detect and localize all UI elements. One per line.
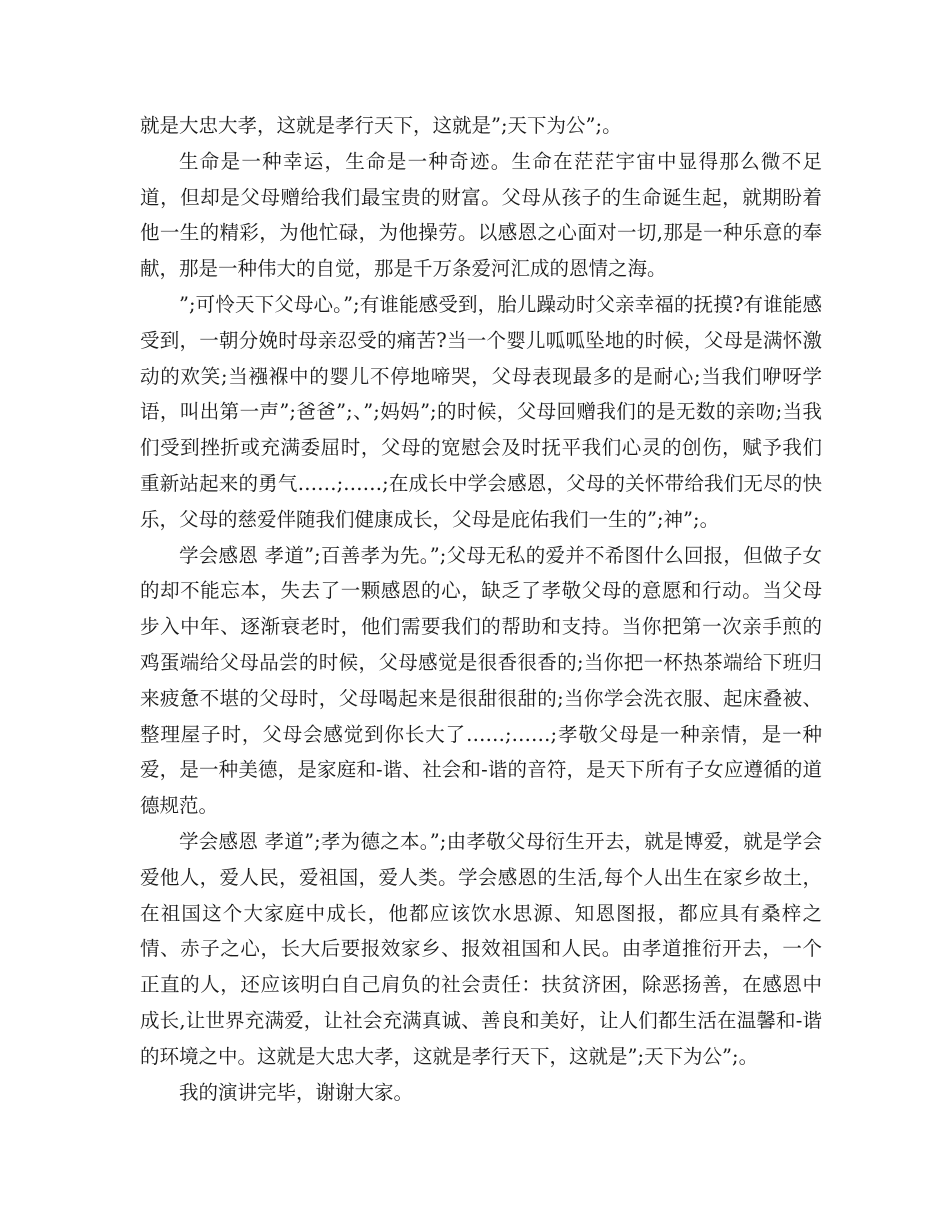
- document-page: [140, 108, 822, 1110]
- paragraph-continuation: 就是大忠大孝，这就是孝行天下，这就是”;天下为公”;。: [140, 114, 622, 137]
- paragraph-closing: 我的演讲完毕，谢谢大家。: [179, 1080, 414, 1104]
- paragraph-life-miracle: 生命是一种幸运，生命是一种奇迹。生命在茫茫宇宙中显得那么微不足道，但却是父母赠给我们最宝贵的财富。父母从孩子的生命诞生起，就期盼着他一生的精彩，为他忙碌，为他操劳。以感恩之心面对一切,那是一种乐意的奉献，那是一种伟大的自觉，那是千万条爱河汇成的恩情之海。: [140, 149, 822, 281]
- paragraph-filial-piety-virtue: 学会感恩 孝道”;孝为德之本。”;由孝敬父母衍生开去，就是博爱，就是学会爱他人，爱人民，爱祖国，爱人类。学会感恩的生活,每个人出生在家乡故土，在祖国这个大家庭中成长，他都应该饮水思源、知恩图报，都应具有桑梓之情、赤子之心，长大后要报效家乡、报效祖国和人民。由孝道推衍开去，一个正直的人，还应该明白自己肩负的社会责任：扶贫济困，除恶扬善，在感恩中成长,让世界充满爱，让社会充满真诚、善良和美好，让人们都生活在温馨和-谐的环境之中。这就是大忠大孝，这就是孝行天下，这就是”;天下为公”;。: [140, 829, 822, 1068]
- paragraph-parents-heart: ”;可怜天下父母心。”;有谁能感受到，胎儿躁动时父亲幸福的抚摸?有谁能感受到，一朝分娩时母亲忍受的痛苦?当一个婴儿呱呱坠地的时候，父母是满怀激动的欢笑;当襁褓中的婴儿不停地啼哭，父母表现最多的是耐心;当我们咿呀学语，叫出第一声”;爸爸”;、”;妈妈”;的时候，父母回赠我们的是无数的亲吻;当我们受到挫折或充满委屈时，父母的宽慰会及时抚平我们心灵的创伤，赋予我们重新站起来的勇气……;……;在成长中学会感恩，父母的关怀带给我们无尽的快乐，父母的慈爱伴随我们健康成长，父母是庇佑我们一生的”;神”;。: [140, 292, 822, 531]
- paragraph-filial-piety-first: 学会感恩 孝道”;百善孝为先。”;父母无私的爱并不希图什么回报，但做子女的却不能忘本，失去了一颗感恩的心，缺乏了孝敬父母的意愿和行动。当父母步入中年、逐渐衰老时，他们需要我们的帮助和支持。当你把第一次亲手煎的鸡蛋端给父母品尝的时候，父母感觉是很香很香的;当你把一杯热茶端给下班归来疲惫不堪的父母时，父母喝起来是很甜很甜的;当你学会洗衣服、起床叠被、整理屋子时，父母会感觉到你长大了……;……;孝敬父母是一种亲情，是一种爱，是一种美德，是家庭和-谐、社会和-谐的音符，是天下所有子女应遵循的道德规范。: [140, 543, 822, 818]
